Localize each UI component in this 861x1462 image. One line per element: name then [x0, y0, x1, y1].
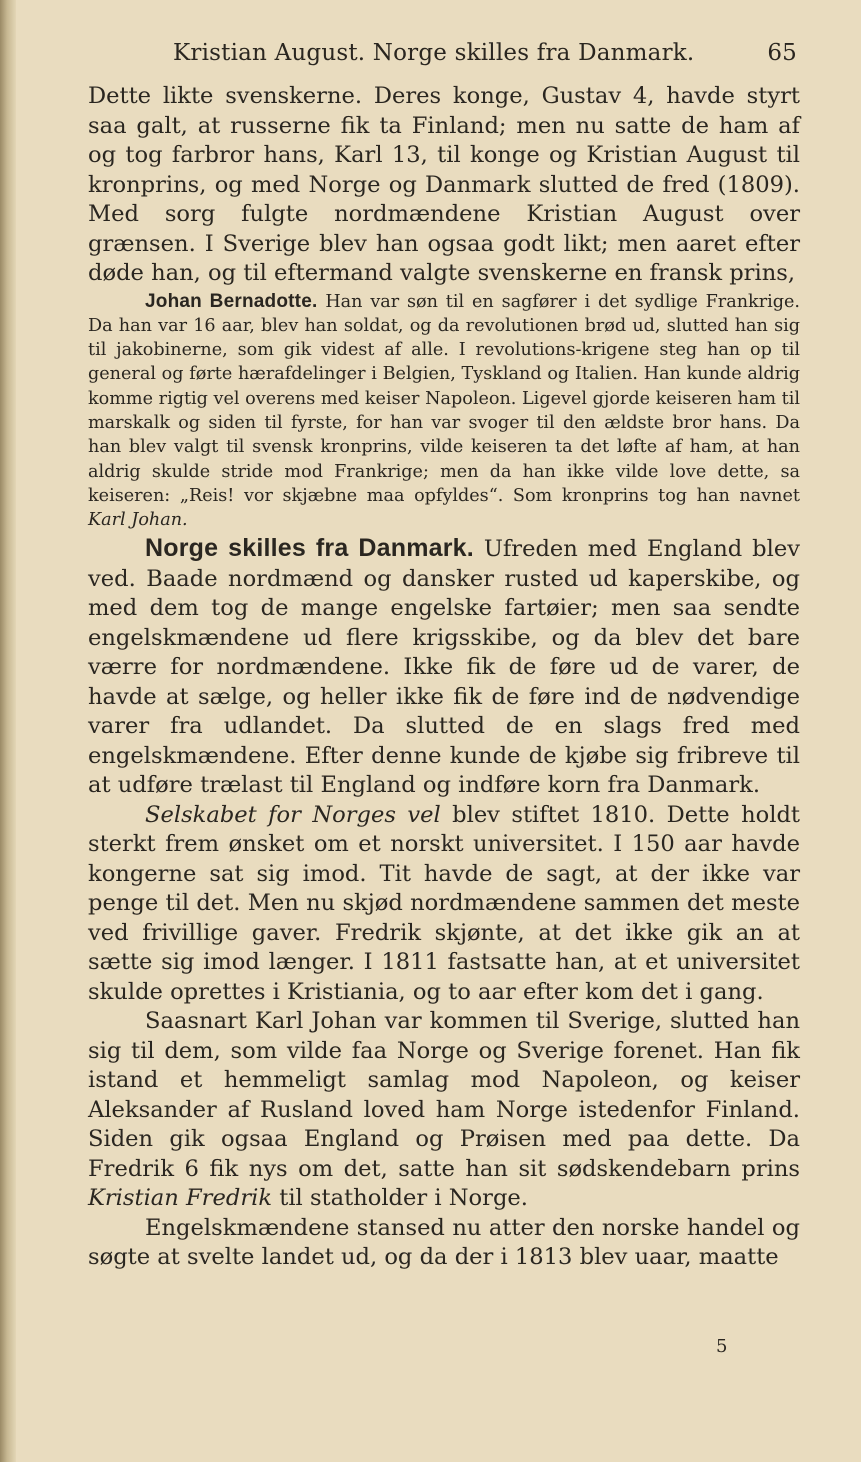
page-number: 65: [767, 40, 797, 66]
bernadotte-text: Han var søn til en sagfører i det sydlige Frankrige. Da han var 16 aar, blev han soldat, og da revolutionen brød ud, slutted han sig til jakobinerne, som gik videst af alle. I revolutions-krigene steg han op til general og førte hærafdelinger i Belgien, Tyskland og Italien. Han kunde aldrig komme rigtig vel overens med keiser Napoleon. Ligevel gjorde keiseren ham til marskalk og siden til fyrste, for han var svoger til den ældste bror hans. Da han blev valgt til svensk kronprins, vilde keiseren ta det løfte af ham, at han aldrig skulde stride mod Frankrige; men da han ikke vilde love dette, sa keiseren: „Reis! vor skjæbne maa opfyldes“. Som kronprins tog han navnet: [88, 291, 801, 506]
signature-mark: 5: [716, 1336, 728, 1357]
running-header: [88, 30, 800, 82]
paragraph-engelskmaendene: Engelskmændene stansed nu atter den norske handel og søgte at svelte landet ud, og da der i 1813 blev uaar, maatte: [88, 1214, 800, 1271]
selskabet-text: blev stiftet 1810. Dette holdt sterkt frem ønsket om et norskt universitet. I 150 aar havde kongerne sat sig imod. Tit havde de sagt, at der ikke var penge til det. Men nu skjød nordmændene sammen det meste ved frivillige gaver. Fredrik skjønte, at det ikke gik an at sætte sig imod længer. I 1811 fastsatte han, at et universitet skulde oprettes i Kristiania, og to aar efter kom det i gang.: [88, 801, 800, 1005]
karl-johan-end: til statholder i Norge.: [279, 1185, 528, 1212]
section-heading: Norge skilles fra Danmark.: [145, 534, 474, 563]
book-spine-edge: [0, 0, 16, 1462]
karl-johan-text: Saasnart Karl Johan var kommen til Sverige, slutted han sig til dem, som vilde faa Norge og Sverige forenet. Han fik istand et hemmeligt samlag mod Napoleon, og keiser Aleksander af Rusland loved ham Norge istedenfor Finland. Siden gik ogsaa England og Prøisen med paa dette. Da Fredrik 6 fik nys om det, satte han sit sødskendebarn prins: [88, 1008, 800, 1182]
bernadotte-name: Johan Bernadotte.: [145, 290, 318, 312]
karl-johan-name: Karl Johan.: [88, 510, 188, 531]
kristian-fredrik-name: Kristian Fredrik: [88, 1185, 273, 1212]
paragraph-selskabet: [88, 801, 800, 1008]
book-page: [88, 30, 800, 1273]
selskabet-name: Selskabet for Norges vel: [145, 801, 441, 828]
paragraph-kristian-august: Dette likte svenskerne. Deres konge, Gustav 4, havde styrt saa galt, at russerne fik ta Finland; men nu satte de ham af og tog farbror hans, Karl 13, til konge og Kristian August til kronprins, og med Norge og Danmark slutted de fred (1809). Med sorg fulgte nordmændene Kristian August over grænsen. I Sverige blev han ogsaa godt likt; men aaret efter døde han, og til eftermand valgte svenskerne en fransk prins,: [88, 83, 800, 286]
paragraph-norge-skilles: [88, 534, 800, 801]
paragraph-bernadotte: [88, 290, 800, 533]
running-title: Kristian August. Norge skilles fra Danmark.: [173, 40, 695, 66]
norge-skilles-text: Ufreden med England blev ved. Baade nordmænd og dansker rusted ud kaperskibe, og med dem tog de mange engelske fartøier; men saa sendte engelskmændene ud flere krigsskibe, og da blev det bare værre for nordmændene. Ikke fik de føre ud de varer, de havde at sælge, og heller ikke fik de føre ind de nødvendige varer fra udlandet. Da slutted de en slags fred med engelskmændene. Efter denne kunde de kjøbe sig fribreve til at udføre trælast til England og indføre korn fra Danmark.: [88, 536, 800, 799]
paragraph-karl-johan: [88, 1007, 800, 1214]
